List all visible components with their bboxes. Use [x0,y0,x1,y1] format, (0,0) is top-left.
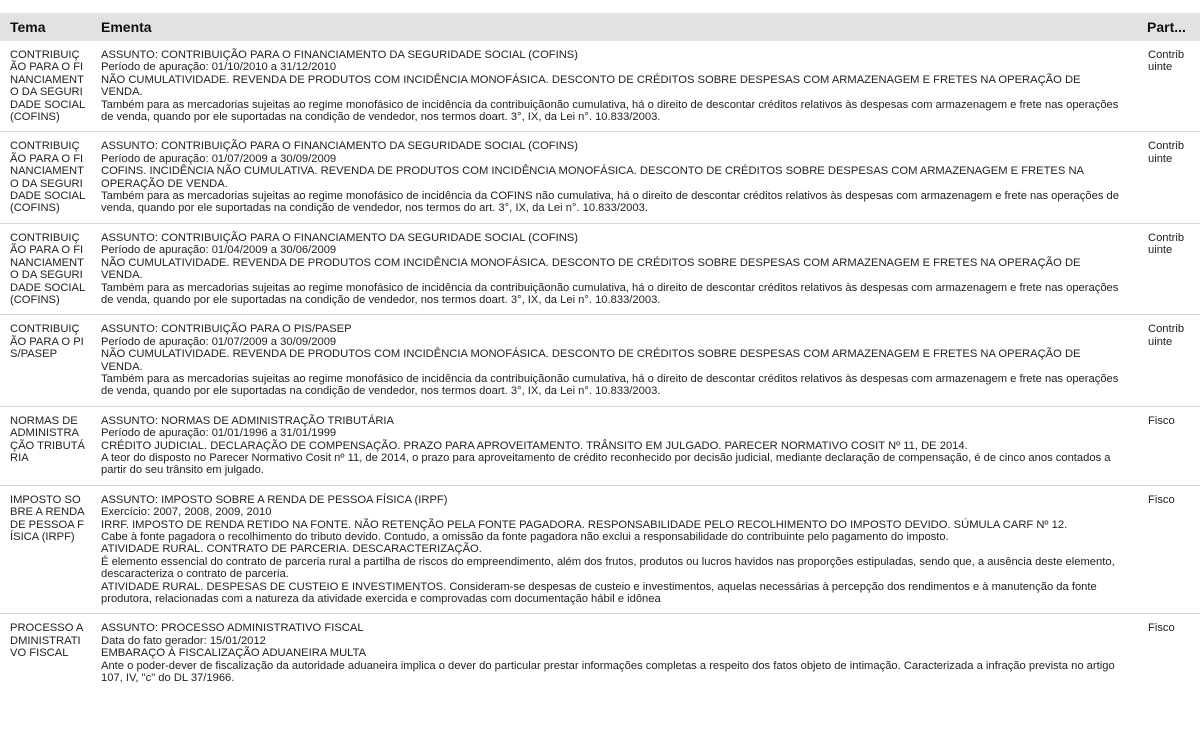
ementa-line: Também para as mercadorias sujeitas ao regime monofásico de incidência da contribuiçãonão cumulativa, há o direito de descontar créditos relativos às despesas com armazenagem e frete nas operações de venda, quando por ele suportadas na condição de vendedor, nos termos doart. 3°, IX, da Lei n°. 10.833/2003. [101,281,1119,306]
header-row [0,13,1200,41]
table-body [0,41,1200,692]
parte-cell: Contribuinte [1138,41,1200,132]
parte-cell: Fisco [1138,485,1200,614]
tema-cell: CONTRIBUIÇÃO PARA O FINANCIAMENTO DA SEGURIDADE SOCIAL (COFINS) [0,223,91,314]
table-row[interactable] [0,41,1200,132]
ementa-line: IRRF. IMPOSTO DE RENDA RETIDO NA FONTE. NÃO RETENÇÃO PELA FONTE PAGADORA. RESPONSABILIDADE PELO RECOLHIMENTO DO IMPOSTO DEVIDO. SÚMULA CARF Nº 12. [101,518,1068,531]
ementa-line: EMBARAÇO À FISCALIZAÇÃO ADUANEIRA MULTA [101,647,367,660]
table-row[interactable] [0,406,1200,485]
ementa-line: Também para as mercadorias sujeitas ao regime monofásico de incidência da contribuiçãonão cumulativa, há o direito de descontar créditos relativos às despesas com armazenagem e frete nas operações de venda, quando por ele suportadas na condição de vendedor, nos termos doart. 3°, IX, da Lei n°. 10.833/2003. [101,372,1119,398]
ementa-line: ASSUNTO: PROCESSO ADMINISTRATIVO FISCAL [101,622,364,635]
ementa-line: ATIVIDADE RURAL. DESPESAS DE CUSTEIO E INVESTIMENTOS. Consideram-se despesas de custeio e investimentos, aquelas necessárias à percepção dos rendimentos e à manutenção da fonte produtora, relacionadas com a natureza da atividade exercida e comprovadas com documentação hábil e idônea [101,580,1097,606]
tema-cell: IMPOSTO SOBRE A RENDA DE PESSOA FÍSICA (IRPF) [0,485,91,614]
column-header-parte[interactable]: Part... [1138,13,1200,41]
tema-cell: CONTRIBUIÇÃO PARA O FINANCIAMENTO DA SEGURIDADE SOCIAL (COFINS) [0,132,91,223]
ementa-line: Data do fato gerador: 15/01/2012 [101,634,266,647]
ementa-cell [91,406,1138,485]
ementa-line: Cabe à fonte pagadora o recolhimento do tributo devido. Contudo, a omissão da fonte pagadora não exclui a responsabilidade do contribuinte pelo pagamento do imposto. [101,531,949,543]
ementa-line: Exercício: 2007, 2008, 2009, 2010 [101,506,272,519]
top-spacer [0,0,1200,13]
ementa-line: ASSUNTO: IMPOSTO SOBRE A RENDA DE PESSOA FÍSICA (IRPF) [101,493,448,506]
table-header [0,13,1200,41]
ementa-cell [91,132,1138,223]
ementa-line: ASSUNTO: CONTRIBUIÇÃO PARA O FINANCIAMENTO DA SEGURIDADE SOCIAL (COFINS) [101,140,578,153]
ementa-cell [91,614,1138,693]
ementa-cell [91,315,1138,406]
ementa-line: A teor do disposto no Parecer Normativo Cosit nº 11, de 2014, o prazo para aproveitamento de crédito reconhecido por decisão judicial, mediante declaração de compensação, é de cinco anos contados a partir do seu trânsito em julgado. [101,451,1111,477]
table-row[interactable] [0,315,1200,406]
ementa-line: NÃO CUMULATIVIDADE. REVENDA DE PRODUTOS COM INCIDÊNCIA MONOFÁSICA. DESCONTO DE CRÉDITOS SOBRE DESPESAS COM ARMAZENAGEM E FRETES NA OPERAÇÃO DE VENDA. [101,256,1081,282]
tema-cell: CONTRIBUIÇÃO PARA O PIS/PASEP [0,315,91,406]
column-header-tema[interactable]: Tema [0,13,91,41]
ementa-line: NÃO CUMULATIVIDADE. REVENDA DE PRODUTOS COM INCIDÊNCIA MONOFÁSICA. DESCONTO DE CRÉDITOS SOBRE DESPESAS COM ARMAZENAGEM E FRETES NA OPERAÇÃO DE VENDA. [101,73,1081,99]
ementa-line: ATIVIDADE RURAL. CONTRATO DE PARCERIA. DESCARACTERIZAÇÃO. [101,543,482,556]
tema-cell: NORMAS DE ADMINISTRAÇÃO TRIBUTÁRIA [0,406,91,485]
ementa-line: ASSUNTO: CONTRIBUIÇÃO PARA O PIS/PASEP [101,323,352,336]
ementa-line: Período de apuração: 01/07/2009 a 30/09/2009 [101,335,337,348]
tema-cell: PROCESSO ADMINISTRATIVO FISCAL [10,622,84,660]
table-row[interactable] [0,223,1200,314]
ementa-line: ASSUNTO: CONTRIBUIÇÃO PARA O FINANCIAMENTO DA SEGURIDADE SOCIAL (COFINS) [101,231,578,244]
ementa-line: ASSUNTO: NORMAS DE ADMINISTRAÇÃO TRIBUTÁRIA [101,414,394,427]
parte-cell: Contribuinte [1138,132,1200,223]
ementa-cell [91,41,1138,132]
parte-cell: Fisco [1148,622,1175,635]
ementa-cell [91,223,1138,314]
ementa-line: ASSUNTO: CONTRIBUIÇÃO PARA O FINANCIAMENTO DA SEGURIDADE SOCIAL (COFINS) [101,49,578,61]
ementa-line: É elemento essencial do contrato de parceria rural a partilha de riscos do empreendimento, além dos frutos, produtos ou lucros havidos nas proporções estipuladas, sendo que, a ausência deste elemento, descaracteriza o contrato de parceria. [101,555,1115,581]
parte-cell: Contribuinte [1138,315,1200,406]
ementa-line: Período de apuração: 01/10/2010 a 31/12/2010 [101,61,337,74]
ementa-line: COFINS. INCIDÊNCIA NÃO CUMULATIVA. REVENDA DE PRODUTOS COM INCIDÊNCIA MONOFÁSICA. DESCONTO DE CRÉDITOS SOBRE DESPESAS COM ARMAZENAGEM E FRETES NA OPERAÇÃO DE VENDA. [101,165,1084,190]
ementa-line: Também para as mercadorias sujeitas ao regime monofásico de incidência da contribuiçãonão cumulativa, há o direito de descontar créditos relativos às despesas com armazenagem e frete nas operações de venda, quando por ele suportadas na condição de vendedor, nos termos doart. 3°, IX, da Lei n°. 10.833/2003. [101,98,1119,124]
ementa-line: NÃO CUMULATIVIDADE. REVENDA DE PRODUTOS COM INCIDÊNCIA MONOFÁSICA. DESCONTO DE CRÉDITOS SOBRE DESPESAS COM ARMAZENAGEM E FRETES NA OPERAÇÃO DE VENDA. [101,348,1081,373]
table-row[interactable] [0,614,1200,693]
ementa-line: Período de apuração: 01/04/2009 a 30/06/2009 [101,244,337,257]
ementa-line: CRÉDITO JUDICIAL. DECLARAÇÃO DE COMPENSAÇÃO. PRAZO PARA APROVEITAMENTO. TRÂNSITO EM JULGADO. PARECER NORMATIVO COSIT Nº 11, DE 2014. [101,439,968,452]
parte-cell: Fisco [1138,406,1200,485]
ementa-line: Ante o poder-dever de fiscalização da autoridade aduaneira implica o dever do particular prestar informações completas a respeito dos fatos objeto de intimação. Caracterizada a infração prevista no artigo 107, IV, "c" do DL 37/1966. [101,659,1115,685]
ementas-table [0,13,1200,692]
parte-cell: Contribuinte [1138,223,1200,314]
column-header-ementa[interactable]: Ementa [91,13,1138,41]
tema-cell: CONTRIBUIÇÃO PARA O FINANCIAMENTO DA SEGURIDADE SOCIAL (COFINS) [0,41,91,132]
table-row[interactable] [0,132,1200,223]
ementa-line: Também para as mercadorias sujeitas ao regime monofásico de incidência da COFINS não cumulativa, há o direito de descontar créditos relativos às despesas com armazenagem e frete nas operações de venda, quando por ele suportadas na condição de vendedor, nos termos do art. 3°, IX, da Lei n°. 10.833/2003. [101,190,1119,215]
ementa-line: Período de apuração: 01/07/2009 a 30/09/2009 [101,152,337,165]
ementa-line: Período de apuração: 01/01/1996 a 31/01/1999 [101,427,337,440]
table-row[interactable] [0,485,1200,614]
ementa-cell [91,485,1138,614]
